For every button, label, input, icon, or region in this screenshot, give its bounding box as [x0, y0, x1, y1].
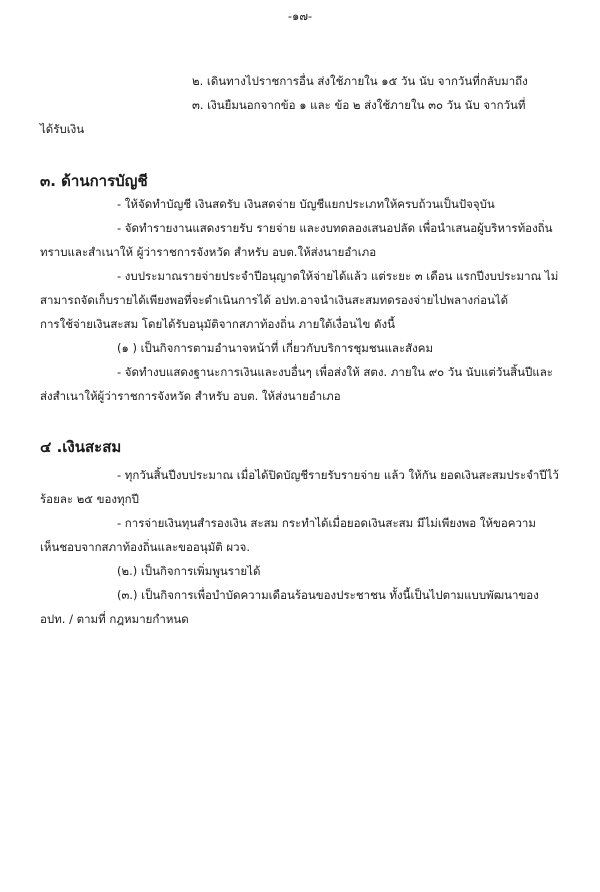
section-3-paragraph-1: - ให้จัดทำบัญชี เงินสดรับ เงินสดจ่าย บัญชีแยกประเภทให้ครบถ้วนเป็นปัจจุบัน	[117, 197, 495, 211]
section-4-paragraph-1-line-2: ร้อยละ ๒๕ ของทุกปี	[40, 492, 139, 506]
section-4-paragraph-2-line-1: - การจ่ายเงินทุนสำรองเงิน สะสม กระทำได้เมื่อยอดเงินสะสม มีไม่เพียงพอ ให้ขอความ	[117, 516, 536, 530]
section-4-paragraph-1-line-1: - ทุกวันสิ้นปีงบประมาณ เมื่อได้ปิดบัญชีรายรับรายจ่าย แล้ว ให้กัน ยอดเงินสะสมประจำปีไว้	[117, 468, 559, 482]
intro-item-2: ๒. เดินทางไปราชการอื่น ส่งใช้ภายใน ๑๕ วัน นับ จากวันที่กลับมาถึง	[192, 74, 528, 88]
section-3-paragraph-3-line-2: สามารถจัดเก็บรายได้เพียงพอที่จะดำเนินการได้ อปท.อาจนำเงินสะสมทดรองจ่ายไปพลางก่อนได้	[40, 293, 509, 307]
section-3-paragraph-3-line-3: การใช้จ่ายเงินสะสม โดยได้รับอนุมัติจากสภาท้องถิ่น ภายใต้เงื่อนไข ดังนี้	[40, 317, 395, 331]
section-3-paragraph-5-line-1: - จัดทำงบแสดงฐานะการเงินและงบอื่นๆ เพื่อส่งให้ สตง. ภายใน ๙๐ วัน นับแต่วันสิ้นปีและ	[117, 365, 553, 379]
section-3-paragraph-2-line-1: - จัดทำรายงานแสดงรายรับ รายจ่าย และงบทดลองเสนอปลัด เพื่อนำเสนอผู้บริหารท้องถิ่น	[117, 221, 553, 235]
section-4-paragraph-4-line-1: (๓.) เป็นกิจการเพื่อบำบัดความเดือนร้อนของประชาชน ทั้งนี้เป็นไปตามแบบพัฒนาของ	[117, 588, 539, 602]
section-3-heading: ๓. ด้านการบัญชี	[40, 172, 148, 190]
section-4-paragraph-4-line-2: อปท. / ตามที่ กฎหมายกำหนด	[40, 612, 189, 626]
intro-item-3-line-1: ๓. เงินยืมนอกจากข้อ ๑ และ ข้อ ๒ ส่งใช้ภายใน ๓๐ วัน นับ จากวันที่	[192, 98, 526, 112]
section-3-paragraph-3-line-1: - งบประมาณรายจ่ายประจำปีอนุญาตให้จ่ายได้แล้ว แต่ระยะ ๓ เดือน แรกปีงบประมาณ ไม่	[117, 269, 559, 283]
section-3-paragraph-2-line-2: ทราบและสำเนาให้ ผู้ว่าราชการจังหวัด สำหรับ อบต.ให้ส่งนายอำเภอ	[40, 245, 377, 259]
section-3-paragraph-5-line-2: ส่งสำเนาให้ผู้ว่าราชการจังหวัด สำหรับ อบต. ให้ส่งนายอำเภอ	[40, 389, 341, 403]
section-4-heading: ๔ .เงินสะสม	[40, 438, 122, 456]
page-number: -๑๗-	[287, 9, 313, 23]
section-4-paragraph-2-line-2: เห็นชอบจากสภาท้องถิ่นและขออนุมัติ ผวจ.	[40, 540, 250, 554]
section-4-paragraph-3: (๒.) เป็นกิจการเพิ่มพูนรายได้	[117, 564, 261, 578]
section-3-paragraph-4: (๑ ) เป็นกิจการตามอำนาจหน้าที่ เกี่ยวกับบริการชุมชนและสังคม	[117, 341, 434, 355]
intro-item-3-line-2: ได้รับเงิน	[40, 122, 85, 136]
